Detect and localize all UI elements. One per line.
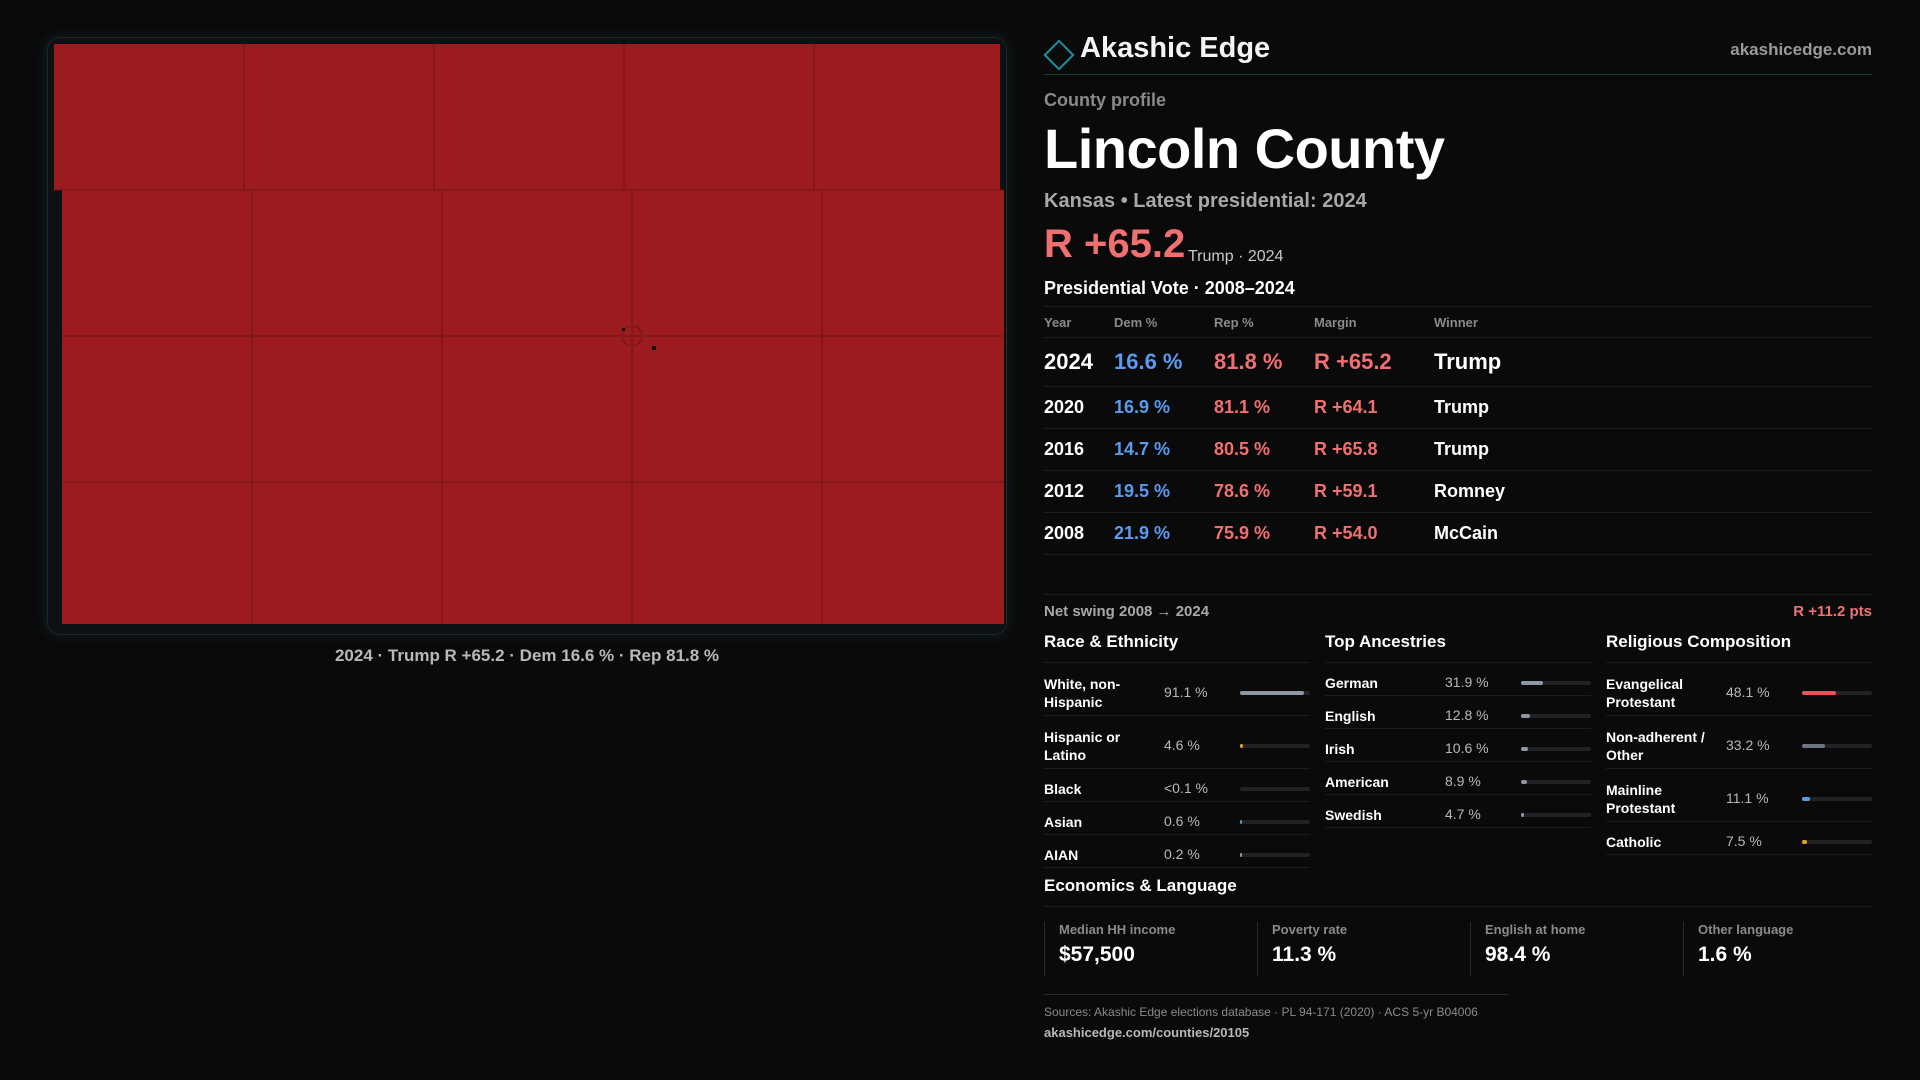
stat-value: 91.1 % (1164, 684, 1208, 700)
stat-row (1325, 795, 1591, 828)
stat-bar-track (1521, 813, 1591, 817)
stat-row (1606, 663, 1872, 716)
cell-year: 2020 (1044, 387, 1114, 429)
net-swing-label: Net swing 2008 → 2024 (1044, 603, 1210, 620)
stat-value: 11.1 % (1726, 790, 1769, 806)
stat-bar-track (1521, 780, 1591, 784)
sources-footer (1044, 994, 1508, 1040)
econ-label: Other language (1698, 922, 1794, 937)
stat-row (1325, 762, 1591, 795)
econ-cell-other-language (1683, 922, 1879, 976)
stat-label: Swedish (1325, 807, 1382, 823)
stat-bar-track (1240, 744, 1310, 748)
religion-title: Religious Composition (1606, 632, 1872, 663)
sources-url[interactable]: akashicedge.com/counties/20105 (1044, 1025, 1250, 1040)
headline-margin: R +65.2 (1044, 222, 1186, 266)
stat-label: American (1325, 774, 1389, 790)
stat-value: 8.9 % (1445, 773, 1481, 789)
stat-row (1325, 663, 1591, 696)
cell-year: 2016 (1044, 429, 1114, 471)
stat-label: German (1325, 675, 1378, 691)
net-swing-row (1044, 594, 1872, 625)
cell-winner: Romney (1434, 471, 1872, 513)
stat-bar-fill (1802, 840, 1807, 844)
stat-value: <0.1 % (1164, 780, 1208, 796)
table-row (1044, 429, 1872, 471)
stat-row (1044, 716, 1310, 769)
col-header-margin: Margin (1314, 307, 1434, 338)
cell-year: 2024 (1044, 338, 1114, 387)
stat-label: Non-adherent / Other (1606, 729, 1705, 763)
stat-bar-track (1521, 714, 1591, 718)
stat-bar-track (1521, 747, 1591, 751)
cell-dem: 16.9 % (1114, 387, 1214, 429)
brand-name[interactable]: Akashic Edge (1080, 32, 1271, 64)
stat-bar-fill (1521, 681, 1543, 685)
table-row (1044, 513, 1872, 555)
stat-value: 12.8 % (1445, 707, 1489, 723)
stat-bar-track (1240, 691, 1310, 695)
stat-bar-track (1802, 840, 1872, 844)
net-swing-value: R +11.2 pts (1793, 603, 1872, 620)
col-header-winner: Winner (1434, 307, 1872, 338)
econ-value: $57,500 (1059, 943, 1135, 966)
col-header-year: Year (1044, 307, 1114, 338)
econ-label: Poverty rate (1272, 922, 1348, 937)
cell-winner: Trump (1434, 387, 1872, 429)
stat-bar-fill (1521, 747, 1528, 751)
cell-winner: McCain (1434, 513, 1872, 555)
stat-value: 7.5 % (1726, 833, 1762, 849)
brand-site-link[interactable]: akashicedge.com (1730, 40, 1872, 59)
stat-label: Evangelical Protestant (1606, 676, 1684, 710)
vote-table-title: Presidential Vote · 2008–2024 (1044, 278, 1295, 298)
headline-margin-sub: Trump · 2024 (1188, 248, 1284, 265)
econ-cell-income (1044, 922, 1240, 976)
cell-margin: R +65.8 (1314, 429, 1434, 471)
stat-value: 31.9 % (1445, 674, 1489, 690)
econ-cell-poverty (1257, 922, 1453, 976)
stat-bar-fill (1240, 691, 1304, 695)
stat-bar-fill (1521, 813, 1524, 817)
ancestry-section (1325, 632, 1591, 828)
stat-label: English (1325, 708, 1376, 724)
stat-value: 0.2 % (1164, 846, 1200, 862)
stat-label: Hispanic or Latino (1044, 729, 1121, 763)
stat-row (1044, 769, 1310, 802)
race-title: Race & Ethnicity (1044, 632, 1310, 663)
religion-section (1606, 632, 1872, 855)
econ-cell-english (1470, 922, 1666, 976)
table-row (1044, 338, 1872, 387)
cell-dem: 16.6 % (1114, 338, 1214, 387)
stat-bar-fill (1521, 714, 1530, 718)
econ-label: English at home (1485, 922, 1586, 937)
cell-rep: 80.5 % (1214, 429, 1314, 471)
diamond-icon (1043, 39, 1074, 70)
stat-row (1044, 663, 1310, 716)
cell-dem: 19.5 % (1114, 471, 1214, 513)
stat-row (1044, 802, 1310, 835)
table-row (1044, 387, 1872, 429)
county-map[interactable] (48, 38, 1006, 634)
profile-label: County profile (1044, 90, 1166, 110)
stat-bar-fill (1240, 820, 1242, 824)
stat-bar-track (1240, 787, 1310, 791)
stat-bar-fill (1802, 744, 1825, 748)
econ-label: Median HH income (1059, 922, 1176, 937)
cell-winner: Trump (1434, 338, 1872, 387)
county-subtitle: Kansas • Latest presidential: 2024 (1044, 190, 1367, 212)
stat-value: 10.6 % (1445, 740, 1489, 756)
county-map-svg (48, 38, 1006, 634)
stat-row (1606, 716, 1872, 769)
brand-header (1044, 30, 1872, 75)
stat-value: 33.2 % (1726, 737, 1770, 753)
stat-row (1606, 769, 1872, 822)
race-list (1044, 663, 1310, 868)
county-title: Lincoln County (1044, 117, 1445, 180)
stat-bar-fill (1802, 797, 1810, 801)
cell-winner: Trump (1434, 429, 1872, 471)
stat-value: 0.6 % (1164, 813, 1200, 829)
stat-value: 4.6 % (1164, 737, 1200, 753)
cell-dem: 14.7 % (1114, 429, 1214, 471)
cell-margin: R +65.2 (1314, 338, 1434, 387)
stat-bar-track (1802, 691, 1872, 695)
stat-bar-fill (1240, 853, 1242, 857)
col-header-rep: Rep % (1214, 307, 1314, 338)
stat-bar-track (1240, 853, 1310, 857)
stat-bar-track (1240, 820, 1310, 824)
stat-bar-fill (1802, 691, 1836, 695)
cell-year: 2012 (1044, 471, 1114, 513)
stat-bar-track (1521, 681, 1591, 685)
stat-bar-fill (1521, 780, 1527, 784)
stat-label: Asian (1044, 814, 1083, 830)
ancestry-title: Top Ancestries (1325, 632, 1591, 663)
stat-label: AIAN (1044, 847, 1079, 863)
sources-text: Sources: Akashic Edge elections database · PL 94-171 (2020) · ACS 5-yr B04006 (1044, 1005, 1478, 1019)
stat-row (1325, 696, 1591, 729)
economics-title: Economics & Language (1044, 876, 1872, 907)
vote-table-header (1044, 307, 1872, 338)
stat-label: Catholic (1606, 834, 1662, 850)
stat-row (1044, 835, 1310, 868)
county-panel (1044, 30, 1872, 1040)
cell-rep: 81.1 % (1214, 387, 1314, 429)
cell-margin: R +54.0 (1314, 513, 1434, 555)
cell-rep: 75.9 % (1214, 513, 1314, 555)
stat-value: 4.7 % (1445, 806, 1481, 822)
cell-dem: 21.9 % (1114, 513, 1214, 555)
stat-label: Mainline Protestant (1606, 782, 1676, 816)
col-header-dem: Dem % (1114, 307, 1214, 338)
stat-label: Irish (1325, 741, 1355, 757)
map-caption: 2024 · Trump R +65.2 · Dem 16.6 % · Rep 81.8 % (334, 646, 720, 665)
cell-margin: R +59.1 (1314, 471, 1434, 513)
race-section (1044, 632, 1310, 868)
stat-row (1325, 729, 1591, 762)
stat-bar-track (1802, 744, 1872, 748)
vote-table (1044, 306, 1872, 555)
cell-year: 2008 (1044, 513, 1114, 555)
table-row (1044, 471, 1872, 513)
stat-bar-fill (1240, 744, 1243, 748)
econ-value: 98.4 % (1485, 943, 1551, 966)
econ-value: 11.3 % (1272, 943, 1337, 966)
stat-row (1606, 822, 1872, 855)
cell-rep: 78.6 % (1214, 471, 1314, 513)
religion-list (1606, 663, 1872, 855)
econ-value: 1.6 % (1698, 943, 1752, 966)
cell-rep: 81.8 % (1214, 338, 1314, 387)
stat-bar-track (1802, 797, 1872, 801)
ancestry-list (1325, 663, 1591, 828)
stat-label: White, non-Hispanic (1044, 676, 1121, 710)
county-shape[interactable] (54, 44, 1004, 624)
stat-label: Black (1044, 781, 1082, 797)
cell-margin: R +64.1 (1314, 387, 1434, 429)
stat-value: 48.1 % (1726, 684, 1770, 700)
